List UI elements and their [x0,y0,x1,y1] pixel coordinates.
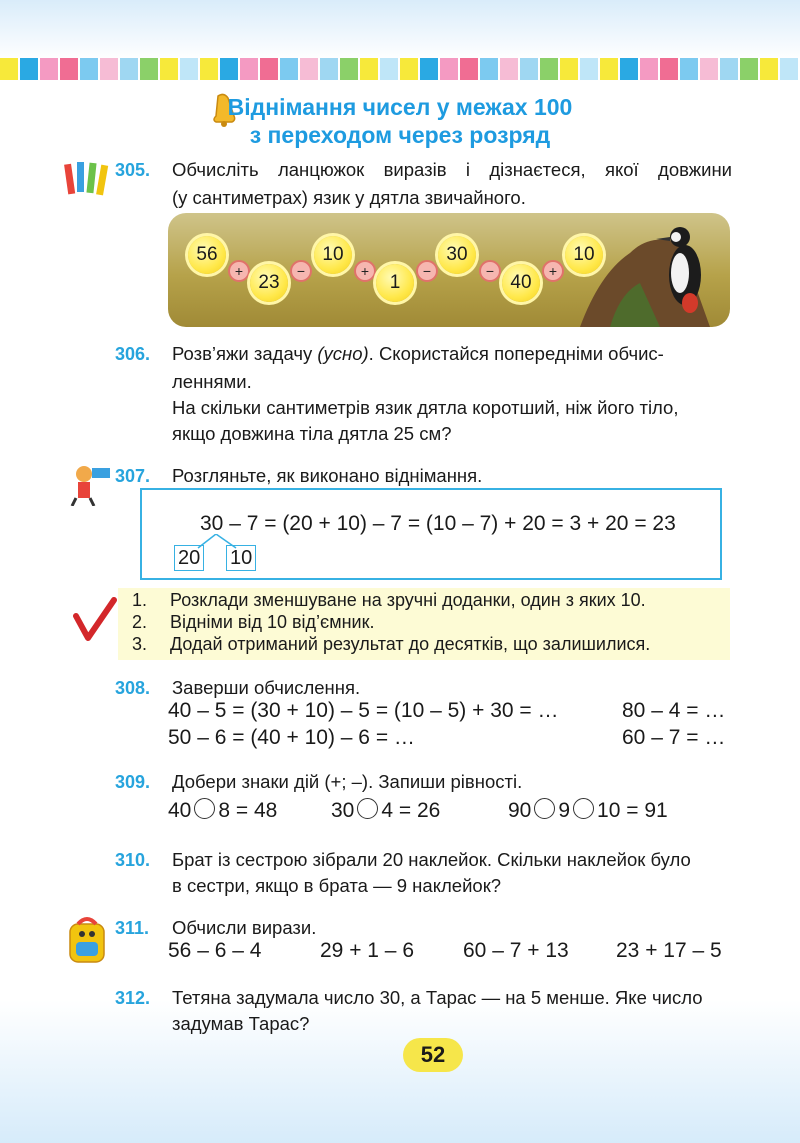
chain-value-1: 56 [188,236,226,274]
strip-segment [220,58,240,80]
strip-segment [300,58,320,80]
strip-segment [580,58,600,80]
chain-op-6: + [542,260,564,282]
strip-segment [240,58,260,80]
chain-value-6: 40 [502,264,540,302]
task-307-number: 307. [115,466,151,486]
strip-segment [640,58,660,80]
task-310-text-line2: в сестри, якщо в брата — 9 наклейок? [172,875,502,896]
pencils-icon [62,158,110,202]
task-308-expr-a2: 50 – 6 = (40 + 10) – 6 = … [168,726,415,749]
task-306-text-oral: (усно) [317,343,369,364]
eq2-right: 4 = 26 [381,799,441,822]
strip-segment [380,58,400,80]
strip-segment [660,58,680,80]
page-title-line1: Віднімання чисел у межах 100 [227,94,573,120]
task-306-text-c: . Скористайся попередніми обчис- [368,343,664,364]
strip-segment [100,58,120,80]
decomposition-part-10: 10 [226,545,256,571]
chain-value-7: 10 [565,236,603,274]
task-306-text-line3: На скільки сантиметрів язик дятла коротший, ніж його тіло, [172,397,679,418]
task-309-number: 309. [115,772,151,792]
cartoon-character-icon [66,462,114,506]
strip-segment [360,58,380,80]
strip-segment [260,58,280,80]
sign-blank-3[interactable] [534,798,555,819]
chain-value-5: 30 [438,236,476,274]
task-310-text-line1: Брат із сестрою зібрали 20 наклейок. Скільки наклейок було [172,849,691,870]
page-title-line2: з переходом через розряд [249,122,551,148]
strip-segment [20,58,40,80]
chain-op-2: − [290,260,312,282]
sign-blank-4[interactable] [573,798,594,819]
strip-segment [60,58,80,80]
task-309-equation-2 [331,798,440,823]
strip-segment [0,58,20,80]
task-305-text-line1: Обчисліть ланцюжок виразів і дізнаєтеся, якої довжини [172,159,732,180]
checkmark-rule-icon [70,596,118,644]
task-311-number: 311. [115,918,150,938]
task-308-text: Заверши обчислення. [172,677,361,698]
strip-segment [340,58,360,80]
strip-segment [500,58,520,80]
rule-2-text: Відніми від 10 від’ємник. [170,612,375,632]
strip-segment [700,58,720,80]
backpack-icon [64,914,110,964]
strip-segment [520,58,540,80]
strip-segment [280,58,300,80]
eq2-left: 30 [331,799,355,822]
task-311-expr-2: 29 + 1 – 6 [320,939,414,962]
decomposition-part-20: 20 [174,545,204,571]
eq3-left: 90 [508,799,532,822]
strip-segment [540,58,560,80]
task-306-text-line2: леннями. [172,371,252,392]
chain-op-3: + [354,260,376,282]
eq3-middle: 9 [558,799,571,822]
task-306-number: 306. [115,344,151,364]
task-311-expr-3: 60 – 7 + 13 [463,939,569,962]
task-309-equation-1 [168,798,277,823]
task-312-number: 312. [115,988,151,1008]
chain-op-1: + [228,260,250,282]
algorithm-rule-box [118,588,730,660]
strip-segment [720,58,740,80]
strip-segment [460,58,480,80]
strip-segment [40,58,60,80]
task-308-expr-b2: 60 – 7 = … [622,726,726,749]
strip-segment [620,58,640,80]
task-307-text: Розгляньте, як виконано віднімання. [172,465,483,486]
chain-value-4: 1 [376,264,414,302]
sign-blank-2[interactable] [357,798,378,819]
strip-segment [180,58,200,80]
eq1-right: 8 = 48 [218,799,278,822]
strip-segment [200,58,220,80]
page-number: 52 [403,1038,463,1072]
strip-segment [600,58,620,80]
task-308-number: 308. [115,678,151,698]
rule-2-number: 2. [132,612,148,632]
task-308-expr-b1: 80 – 4 = … [622,699,726,722]
task-309-text: Добери знаки дій (+; –). Запиши рівності. [172,771,523,792]
strip-segment [120,58,140,80]
rule-1-text: Розклади зменшуване на зручні доданки, один з яких 10. [170,590,646,610]
task-305-number: 305. [115,160,151,180]
task-311-expr-4: 23 + 17 – 5 [616,939,722,962]
task-311-text: Обчисли вирази. [172,917,317,938]
strip-segment [320,58,340,80]
task-312-text-line1: Тетяна задумала число 30, а Тарас — на 5 менше. Яке число [172,987,703,1008]
eq3-right: 10 = 91 [597,799,668,822]
chain-value-2: 23 [250,264,288,302]
chain-op-4: − [416,260,438,282]
strip-segment [440,58,460,80]
strip-segment [680,58,700,80]
task-306-text-line1 [172,340,664,368]
task-311-expr-1: 56 – 6 – 4 [168,939,262,962]
eq1-left: 40 [168,799,192,822]
rule-1-number: 1. [132,590,148,610]
task-308-expr-a1: 40 – 5 = (30 + 10) – 5 = (10 – 5) + 30 = … [168,699,559,722]
task-305-text-line2: (у сантиметрах) язик у дятла звичайного. [172,187,526,208]
strip-segment [160,58,180,80]
decorative-color-strip [0,58,800,80]
task-306-text-a: Розв’яжи задачу [172,343,318,364]
rule-3-text: Додай отриманий результат до десятків, що залишилися. [170,634,651,654]
task-306-text-line4: якщо довжина тіла дятла 25 см? [172,423,452,444]
strip-segment [480,58,500,80]
task-312-text-line2: задумав Тарас? [172,1013,310,1034]
task-309-equation-3 [508,798,668,823]
strip-segment [400,58,420,80]
chain-value-3: 10 [314,236,352,274]
strip-segment [740,58,760,80]
sign-blank-1[interactable] [194,798,215,819]
strip-segment [760,58,780,80]
strip-segment [560,58,580,80]
strip-segment [140,58,160,80]
rule-3-number: 3. [132,634,148,654]
strip-segment [420,58,440,80]
chain-op-5: − [479,260,501,282]
subtraction-example-expression: 30 – 7 = (20 + 10) – 7 = (10 – 7) + 20 = 3 + 20 = 23 [200,512,676,535]
strip-segment [80,58,100,80]
strip-segment [780,58,800,80]
task-310-number: 310. [115,850,151,870]
